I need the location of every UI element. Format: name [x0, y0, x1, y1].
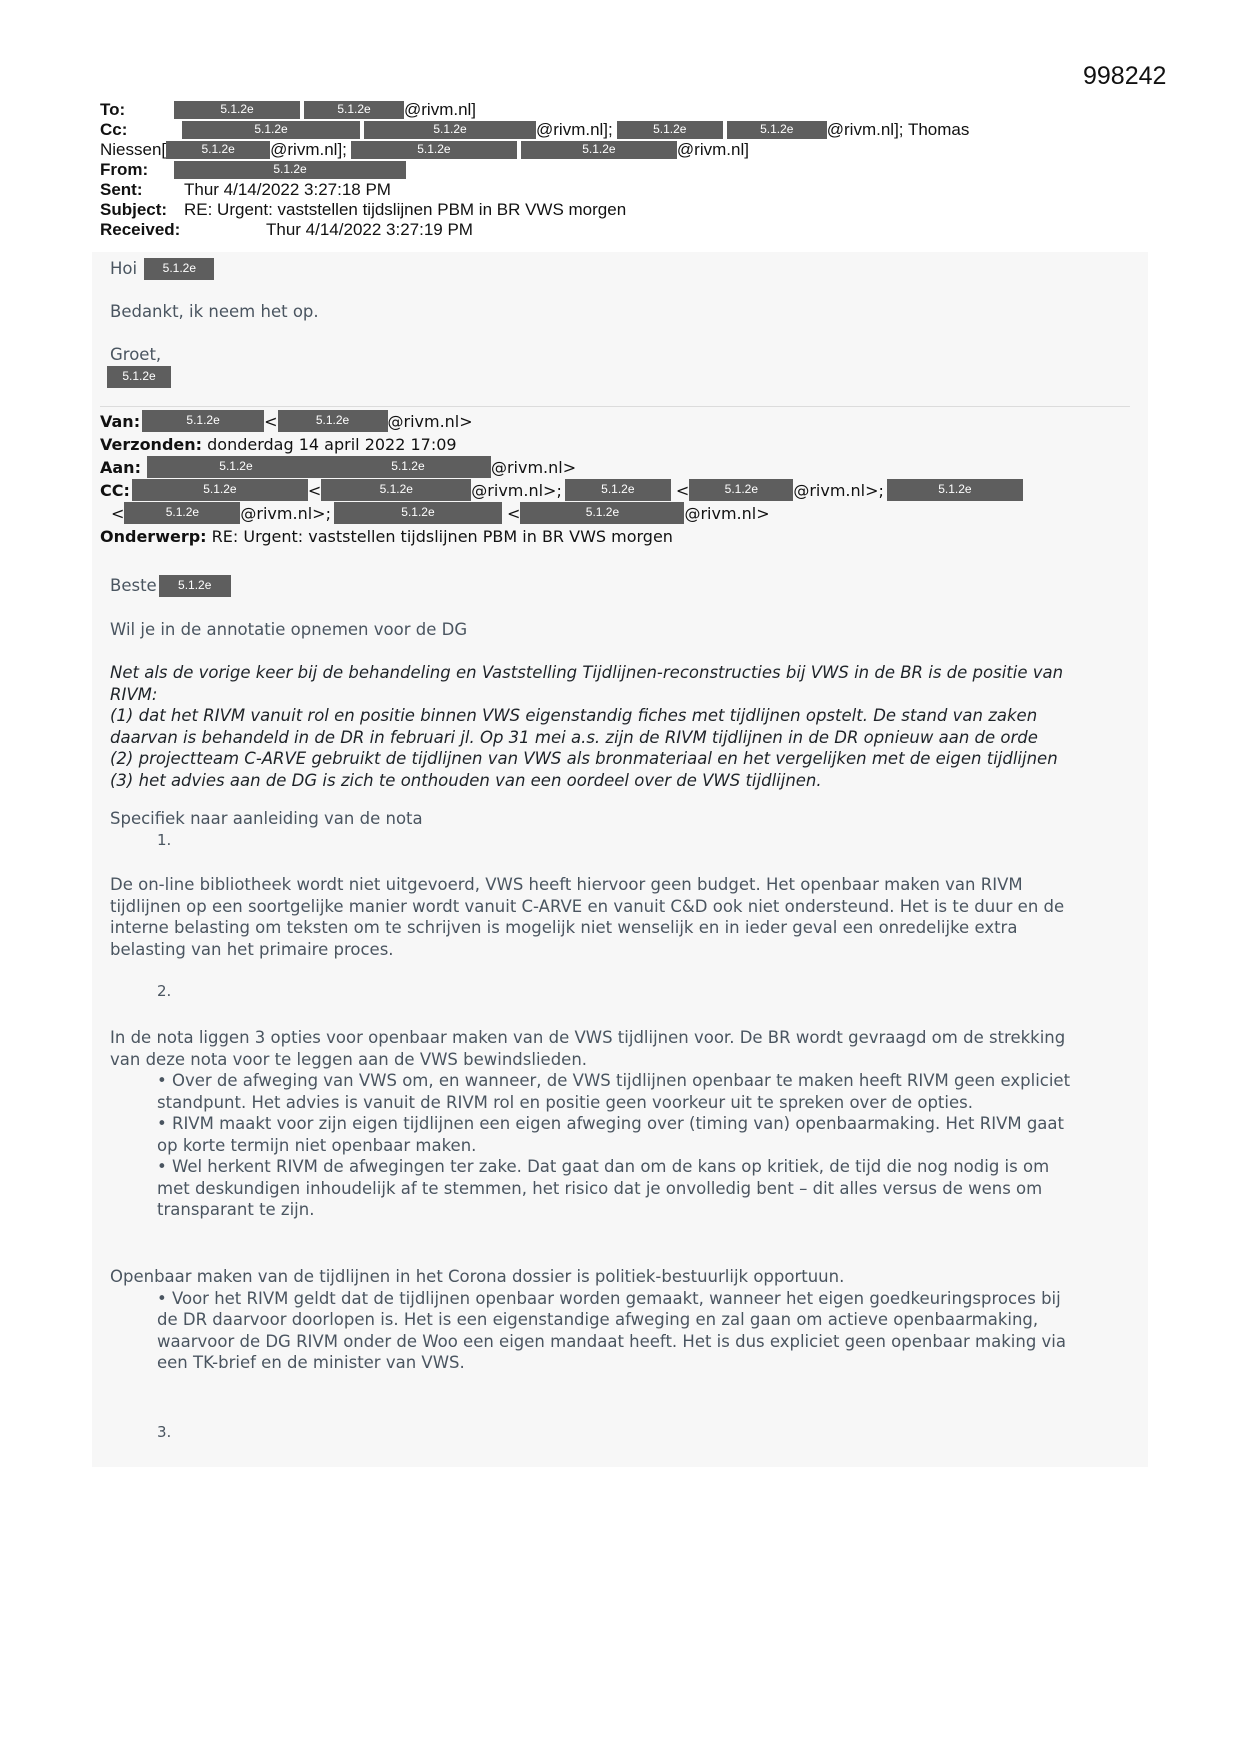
- position-line: daarvan is behandeld in de DR in februari jl. Op 31 mei a.s. zijn de RIVM tijdlijnen in de DR opnieuw aan de orde: [110, 727, 1038, 747]
- to-label: To:: [100, 100, 126, 119]
- aan-row: [100, 456, 1060, 479]
- onderwerp-row: [100, 525, 1060, 548]
- redaction-box: 5.1.2e: [565, 479, 671, 501]
- redaction-box: 5.1.2e: [107, 366, 171, 388]
- cc-forward-row: CC: 5.1.2e < 5.1.2e @rivm.nl>; 5.1.2e < 5.1.2e @rivm.nl>; 5.1.2e: [100, 479, 1060, 502]
- cc-label: Cc:: [100, 120, 128, 139]
- redaction-box: 5.1.2e: [364, 121, 536, 139]
- cc-part2: @rivm.nl]; Thomas: [826, 120, 970, 139]
- to-row: [100, 100, 980, 120]
- bullet-line: • RIVM maakt voor zijn eigen tijdlijnen een eigen afweging over (timing van) openbaarmaking. Het RIVM gaat: [157, 1114, 1065, 1133]
- cc-row: [100, 120, 980, 140]
- redaction-box: 5.1.2e: [334, 502, 502, 524]
- paragraph-2: [110, 1027, 1070, 1221]
- van-label: Van:: [100, 412, 141, 431]
- redaction-box: 5.1.2e: [144, 258, 214, 280]
- reply-greeting: Hoi: [110, 259, 138, 278]
- bullet-line: • Wel herkent RIVM de afwegingen ter zake. Dat gaat dan om de kans op kritiek, de tijd die nog nodig is om: [157, 1157, 1050, 1176]
- redaction-box: 5.1.2e: [727, 121, 827, 139]
- redaction-box: 5.1.2e: [142, 410, 264, 432]
- paragraph-line: Openbaar maken van de tijdlijnen in het Corona dossier is politiek-bestuurlijk opportuun.: [110, 1267, 845, 1286]
- redaction-box: 5.1.2e: [887, 479, 1023, 501]
- document-number: 998242: [1083, 62, 1167, 90]
- bullet-line: de DR daarvoor doorlopen is. Het is een eigenstandige afweging en zal gaan om actieve openbaarmaking,: [157, 1310, 1039, 1329]
- sent-row: [100, 180, 980, 200]
- item-number-2: 2.: [157, 982, 172, 1000]
- position-line: RIVM:: [110, 684, 158, 704]
- sent-label: Sent:: [100, 180, 143, 199]
- van-suffix: @rivm.nl>: [387, 412, 473, 431]
- reply-greeting-line: [110, 258, 214, 280]
- redaction-box: 5.1.2e: [304, 101, 404, 119]
- redaction-box: 5.1.2e: [182, 121, 360, 139]
- bullet-line: transparant te zijn.: [157, 1200, 315, 1219]
- position-line: (3) het advies aan de DG is zich te onthouden van een oordeel over de VWS tijdlijnen.: [110, 770, 822, 790]
- position-line: (1) dat het RIVM vanuit rol en positie binnen VWS eigenstandig fiches met tijdlijnen opstelt. De stand van zaken: [110, 706, 1038, 725]
- cc-line2-start: Niessen[: [100, 140, 167, 159]
- paragraph-line: In de nota liggen 3 opties voor openbaar maken van de VWS tijdlijnen voor. De BR wordt gevraagd om de strekking: [110, 1028, 1066, 1047]
- divider: [100, 406, 1130, 407]
- cc-forward-mid1: @rivm.nl>;: [471, 481, 562, 500]
- redaction-box: 5.1.2e: [147, 456, 325, 478]
- redaction-box: 5.1.2e: [351, 141, 517, 159]
- paragraph-line: van deze nota voor te leggen aan de VWS bewindslieden.: [110, 1049, 588, 1069]
- reply-text: Bedankt, ik neem het op.: [110, 302, 319, 321]
- from-label: From:: [100, 160, 149, 179]
- bullet-line: op korte termijn niet openbaar maken.: [157, 1135, 477, 1155]
- paragraph-3: [110, 1266, 1066, 1374]
- cc-forward-l2-mid: @rivm.nl>;: [240, 504, 331, 523]
- bullet-line: waarvoor de DG RIVM onder de Woo een eigen mandaat heeft. Het is dus expliciet geen openbaar making via: [157, 1331, 1067, 1351]
- to-suffix: @rivm.nl]: [404, 100, 477, 119]
- specifiek-heading: Specifiek naar aanleiding van de nota: [110, 809, 423, 828]
- paragraph-line: belasting van het primaire proces.: [110, 939, 394, 959]
- paragraph-line: interne belasting om teksten om te schrijven is mogelijk niet wenselijk en in ieder geval een onredelijke extra: [110, 918, 1018, 937]
- received-label: Received:: [100, 220, 181, 239]
- redaction-box: 5.1.2e: [174, 101, 300, 119]
- cc-line2-end: @rivm.nl]: [676, 140, 749, 159]
- item-number-3: 3.: [157, 1423, 172, 1441]
- onderwerp-label: Onderwerp:: [100, 527, 207, 546]
- reply-closing: Groet,: [110, 345, 162, 364]
- redaction-box: 5.1.2e: [521, 141, 677, 159]
- sent-value: Thur 4/14/2022 3:27:18 PM: [184, 180, 391, 199]
- cc-forward-l2-end: @rivm.nl>: [684, 504, 770, 523]
- redaction-box: 5.1.2e: [278, 410, 388, 432]
- redaction-box: 5.1.2e: [174, 161, 406, 179]
- position-block: [110, 662, 1063, 791]
- bullet-line: standpunt. Het advies is vanuit de RIVM rol en positie geen voorkeur uit te spreken over de opties.: [157, 1092, 973, 1112]
- aan-label: Aan:: [100, 458, 141, 477]
- received-value: Thur 4/14/2022 3:27:19 PM: [266, 220, 473, 239]
- redaction-box: 5.1.2e: [617, 121, 723, 139]
- redaction-box: 5.1.2e: [132, 479, 308, 501]
- paragraph-line: tijdlijnen op een soortgelijke manier wordt vanuit C-ARVE en vanuit C&D ook niet ondersteund. Het is te duur en de: [110, 896, 1065, 916]
- onderwerp-value: RE: Urgent: vaststellen tijdslijnen PBM in BR VWS morgen: [211, 527, 673, 546]
- verzonden-value: donderdag 14 april 2022 17:09: [207, 435, 457, 454]
- from-row: [100, 160, 980, 180]
- redaction-box: 5.1.2e: [124, 502, 240, 524]
- subject-row: [100, 200, 980, 220]
- subject-label: Subject:: [100, 200, 168, 219]
- verzonden-label: Verzonden:: [100, 435, 203, 454]
- verzonden-row: [100, 433, 1060, 456]
- forwarded-header: [100, 410, 1060, 548]
- cc-forward-mid2: @rivm.nl>;: [793, 481, 884, 500]
- subject-value: RE: Urgent: vaststellen tijdslijnen PBM in BR VWS morgen: [184, 200, 627, 219]
- signature-line: [107, 366, 171, 388]
- paragraph-line: De on-line bibliotheek wordt niet uitgevoerd, VWS heeft hiervoor geen budget. Het openbaar maken van RIVM: [110, 875, 1023, 894]
- van-row: Van: 5.1.2e < 5.1.2e @rivm.nl>: [100, 412, 473, 431]
- received-row: [100, 220, 980, 240]
- aan-suffix: @rivm.nl>: [490, 458, 577, 477]
- message-greeting: Beste: [110, 576, 157, 595]
- bullet-line: met deskundigen inhoudelijk af te stemmen, het risico dat je onvolledig bent – dit alles versus de wens om: [157, 1178, 1043, 1198]
- paragraph-1: [110, 874, 1064, 960]
- bullet-line: een TK-brief en de minister van VWS.: [157, 1353, 465, 1372]
- redaction-box: 5.1.2e: [321, 479, 471, 501]
- cc-row-2: [100, 140, 980, 160]
- redaction-box: 5.1.2e: [159, 575, 231, 597]
- cc-line2-mid: @rivm.nl];: [270, 140, 347, 159]
- message-greeting-line: [110, 575, 231, 597]
- position-line: (2) projectteam C-ARVE gebruikt de tijdlijnen van VWS als bronmateriaal en het vergelijken met de eigen tijdlijnen: [110, 749, 1058, 768]
- cc-forward-row-2: < 5.1.2e @rivm.nl>; 5.1.2e < 5.1.2e @rivm.nl>: [111, 504, 770, 523]
- bullet-line: • Voor het RIVM geldt dat de tijdlijnen openbaar worden gemaakt, wanneer het eigen goedkeuringsproces bij: [157, 1288, 1061, 1308]
- redaction-box: 5.1.2e: [520, 502, 684, 524]
- redaction-box: 5.1.2e: [166, 141, 270, 159]
- bullet-line: • Over de afweging van VWS om, en wanneer, de VWS tijdlijnen openbaar te maken heeft RIVM geen expliciet: [157, 1071, 1071, 1090]
- cc-part1: @rivm.nl];: [536, 120, 613, 139]
- cc-forward-label: CC:: [100, 481, 130, 500]
- redaction-box: 5.1.2e: [325, 456, 491, 478]
- item-number-1: 1.: [157, 831, 172, 849]
- email-header: [100, 100, 980, 240]
- position-line: Net als de vorige keer bij de behandeling en Vaststelling Tijdlijnen-reconstructies bij VWS in de BR is de positie van: [110, 663, 1064, 682]
- redaction-box: 5.1.2e: [689, 479, 793, 501]
- message-intro: Wil je in de annotatie opnemen voor de DG: [110, 620, 468, 639]
